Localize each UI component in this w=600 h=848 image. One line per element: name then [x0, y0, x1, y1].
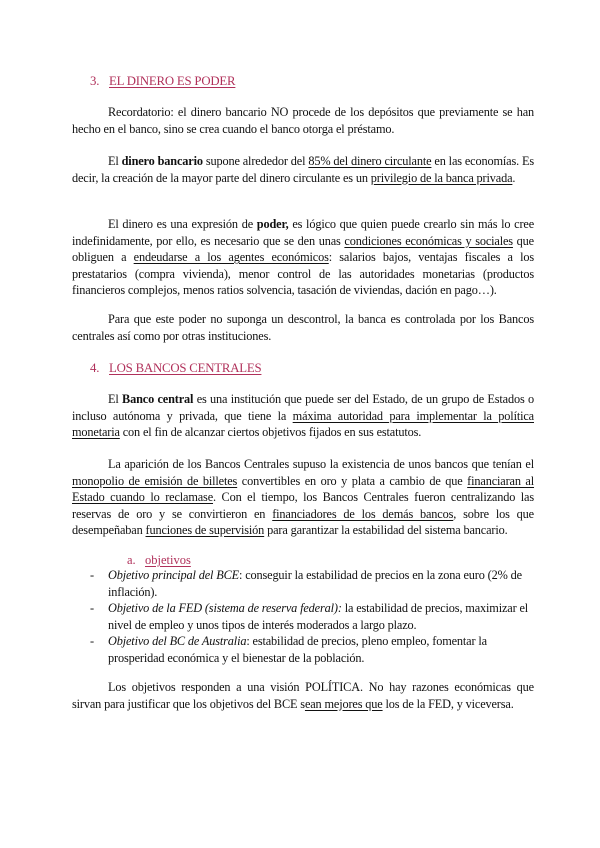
highlight-privilegio: privilegio de la banca privada: [370, 170, 513, 185]
subsection-number: a.: [127, 553, 136, 567]
highlight-financiaran: financiaran al Estado cuando lo reclamase: [72, 473, 535, 504]
section-4-paragraph-1: El Banco central es una institución que puede ser del Estado, de un grupo de Estados o incluso autónoma y privada, que tiene la máxima autoridad para implementar la política monetaria con el fin de alcanzar ciertos objetivos fijados en sus estatutos.: [72, 392, 534, 439]
highlight-85-percent: 85% del dinero circulante: [308, 154, 432, 168]
highlight-condiciones: condiciones económicas y sociales: [344, 233, 513, 248]
section-4-paragraph-2: La aparición de los Bancos Centrales supuso la existencia de unos bancos que tenían el monopolio de emisión de billetes convertibles en oro y plata a cambio de que financiaran al Estado cuando lo reclamase. Con el tiempo, los Bancos Centrales fueron centralizando las reservas de oro y se convirtieron en financiadores de los demás bancos, sobre los que desempeñaban funciones de supervisión para garantizar la estabilidad del sistema bancario.: [72, 457, 535, 537]
section-4-number: 4.: [90, 361, 100, 375]
term-banco-central: Banco central: [122, 392, 194, 406]
highlight-financiadores: financiadores de los demás bancos: [272, 506, 454, 521]
section-4-title: LOS BANCOS CENTRALES: [109, 361, 262, 375]
highlight-supervision: funciones de supervisión: [145, 523, 265, 537]
bullet-label: Objetivo principal del BCE: [108, 568, 239, 582]
highlight-monopolio: monopolio de emisión de billetes: [72, 473, 238, 488]
section-3-paragraph-2: El dinero bancario supone alrededor del 85% del dinero circulante en las economías. Es decir, la creación de la mayor parte del dinero circulante es un privilegio de la banca privada.: [72, 154, 534, 185]
subsection-title: objetivos: [145, 553, 191, 567]
section-3-paragraph-1: Recordatorio: el dinero bancario NO procede de los depósitos que previamente se han hecho en el banco, sino se crea cuando el banco otorga el préstamo.: [72, 105, 534, 136]
objetivos-list: [90, 567, 534, 666]
section-3-paragraph-3: El dinero es una expresión de poder, es lógico que quien puede crearlo sin más lo cree indefinidamente, por ello, es necesario que se den unas condiciones económicas y sociales que obliguen a endeudarse a los agentes económicos: salarios bajos, ventajas fiscales a los prestatarios (compra vivienda), menor control de las autoridades monetarias (productos financieros complejos, menos ratios solvencia, tasación de viviendas, dación en pago…).: [72, 217, 535, 297]
highlight-maxima-autoridad: máxima autoridad para implementar la política monetaria: [72, 408, 534, 439]
section-4-heading: [90, 360, 261, 377]
bullet-label: Objetivo del BC de Australia: [108, 634, 247, 648]
section-3-title: EL DINERO ES PODER: [109, 74, 236, 88]
section-3-number: 3.: [90, 74, 100, 88]
list-item: - Objetivo de la FED (sistema de reserva federal): la estabilidad de precios, maximizar el nivel de empleo y unos tipos de interés moderados a largo plazo.: [90, 601, 529, 632]
section-3-heading: [90, 73, 235, 90]
bullet-label: Objetivo de la FED (sistema de reserva federal):: [108, 601, 342, 615]
highlight-mejores: ean mejores que: [304, 696, 383, 711]
list-item: - Objetivo del BC de Australia: estabilidad de precios, pleno empleo, fomentar la prosperidad económica y el bienestar de la población.: [90, 634, 487, 665]
section-3-paragraph-4: Para que este poder no suponga un descontrol, la banca es controlada por los Bancos centrales así como por otras instituciones.: [72, 312, 534, 343]
term-dinero-bancario: dinero bancario: [121, 154, 203, 168]
section-4-paragraph-3: Los objetivos responden a una visión POLÍTICA. No hay razones económicas que sirvan para justificar que los objetivos del BCE sean mejores que los de la FED, y viceversa.: [72, 680, 534, 711]
list-item: - Objetivo principal del BCE: conseguir la estabilidad de precios en la zona euro (2% de inflación).: [90, 568, 522, 599]
term-poder: poder,: [256, 217, 289, 231]
highlight-endeudarse: endeudarse a los agentes económicos: [133, 250, 329, 264]
